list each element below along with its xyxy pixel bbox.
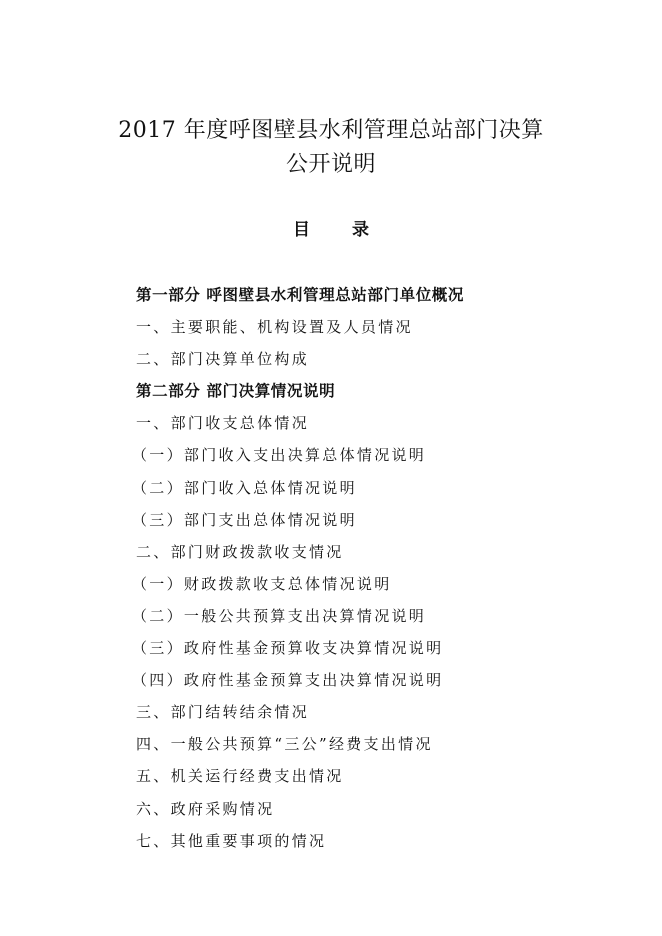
document-title-line-2: 公开说明 [285,152,376,177]
toc-item: 三、部门结转结余情况 [136,703,310,722]
toc-part-2: 第二部分 部门决算情况说明 [136,382,336,401]
toc-subitem: （四）政府性基金预算支出决算情况说明 [132,671,444,690]
toc-item: 六、政府采购情况 [136,799,275,818]
document-title-line-1: 2017 年度呼图壁县水利管理总站部门决算 [118,118,544,143]
toc-subitem: （二）部门收入总体情况说明 [132,478,357,497]
toc-heading: 目 录 [293,220,387,240]
toc-subitem: （二）一般公共预算支出决算情况说明 [132,606,427,625]
toc-subitem: （一）财政拨款收支总体情况说明 [132,574,392,593]
toc-item: 二、部门财政拨款收支情况 [136,542,344,561]
toc-item: 一、部门收支总体情况 [136,414,310,433]
toc-item: 二、部门决算单位构成 [136,350,310,369]
toc-subitem: （三）部门支出总体情况说明 [132,510,357,529]
toc-item: 四、一般公共预算“三公”经费支出情况 [136,735,433,754]
toc-subitem: （一）部门收入支出决算总体情况说明 [132,446,427,465]
toc-part-1: 第一部分 呼图壁县水利管理总站部门单位概况 [136,286,464,304]
toc-subitem: （三）政府性基金预算收支决算情况说明 [132,639,444,658]
toc-item: 五、机关运行经费支出情况 [136,767,344,786]
toc-item: 一、主要职能、机构设置及人员情况 [136,318,413,337]
table-of-contents [132,282,576,860]
toc-item: 七、其他重要事项的情况 [136,831,327,850]
